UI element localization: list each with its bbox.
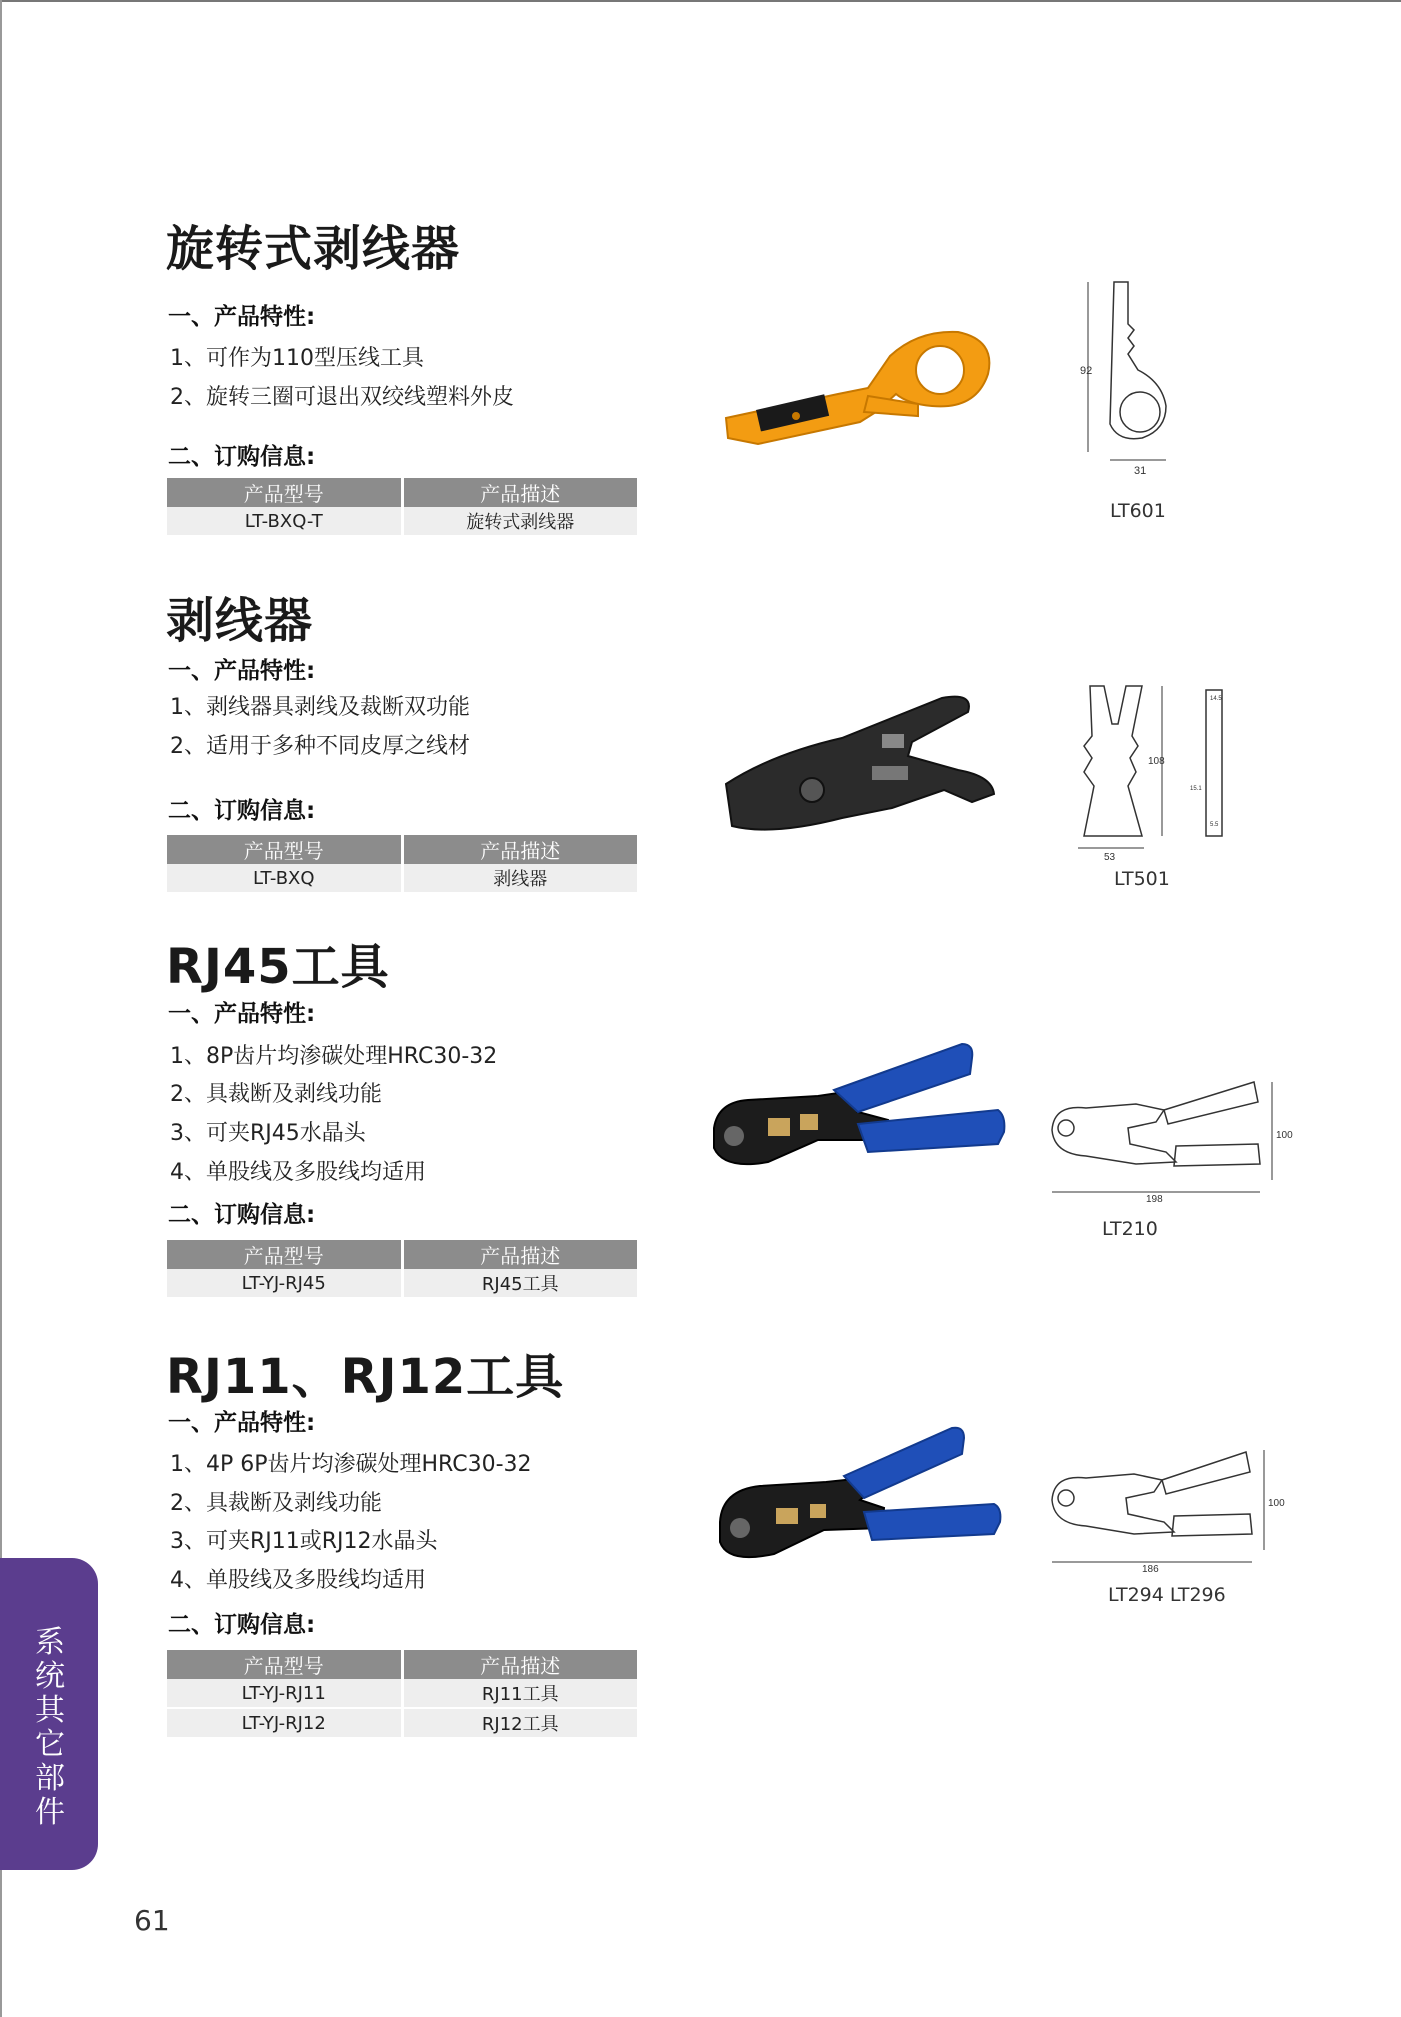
page-number: 61 — [134, 1904, 170, 1937]
feature-item: 1、剥线器具剥线及裁断双功能 — [170, 695, 470, 720]
order-table — [167, 835, 637, 894]
lt294-lt296-dimension-drawing — [1046, 1442, 1286, 1575]
order-heading: 二、订购信息: — [168, 798, 316, 824]
feature-item: 1、可作为110型压线工具 — [170, 346, 424, 371]
cell-description: 剥线器 — [402, 864, 637, 893]
header-description: 产品描述 — [402, 1240, 637, 1269]
model-caption: LT294 LT296 — [1108, 1584, 1226, 1606]
table-row — [167, 1269, 637, 1298]
cell-model: LT-YJ-RJ12 — [167, 1708, 402, 1738]
feature-item: 2、适用于多种不同皮厚之线材 — [170, 734, 470, 759]
order-heading: 二、订购信息: — [168, 1612, 316, 1638]
cell-model: LT-BXQ — [167, 864, 402, 893]
lt601-dimension-drawing — [1066, 274, 1186, 477]
dimension-label: 15.1 — [1190, 786, 1202, 792]
feature-item: 2、具裁断及剥线功能 — [170, 1082, 382, 1107]
model-caption: LT601 — [1110, 500, 1166, 522]
cable-stripper-photo — [712, 690, 1002, 840]
side-tab-label: 系统其它部件 — [35, 1625, 65, 1830]
dimension-label: 100 — [1268, 1498, 1285, 1509]
table-header-row — [167, 835, 637, 864]
dimension-label: 92 — [1080, 365, 1093, 377]
header-model: 产品型号 — [167, 478, 402, 507]
features-heading: 一、产品特性: — [168, 658, 316, 684]
section-title: 剥线器 — [166, 593, 314, 649]
lt501-dimension-drawing — [1070, 676, 1250, 862]
table-header-row — [167, 1240, 637, 1269]
features-heading: 一、产品特性: — [168, 304, 316, 330]
model-caption: LT210 — [1102, 1218, 1158, 1240]
section-title: RJ45工具 — [166, 939, 390, 995]
header-model: 产品型号 — [167, 835, 402, 864]
table-row — [167, 1708, 637, 1738]
feature-item: 3、可夹RJ11或RJ12水晶头 — [170, 1529, 438, 1554]
cell-model: LT-BXQ-T — [167, 507, 402, 536]
dimension-label: 31 — [1134, 465, 1147, 477]
cell-description: RJ12工具 — [402, 1708, 637, 1738]
order-table — [167, 1240, 637, 1299]
rj45-crimp-tool-photo — [708, 1040, 1008, 1192]
table-row — [167, 864, 637, 893]
cell-description: RJ11工具 — [402, 1679, 637, 1708]
header-description: 产品描述 — [402, 478, 637, 507]
model-caption: LT501 — [1114, 868, 1170, 890]
feature-item: 2、旋转三圈可退出双绞线塑料外皮 — [170, 385, 514, 410]
feature-item: 4、单股线及多股线均适用 — [170, 1160, 426, 1185]
top-border — [0, 0, 1401, 2]
table-header-row — [167, 478, 637, 507]
cell-description: 旋转式剥线器 — [402, 507, 637, 536]
section-title: RJ11、RJ12工具 — [166, 1349, 565, 1405]
feature-item: 3、可夹RJ45水晶头 — [170, 1121, 366, 1146]
cell-model: LT-YJ-RJ11 — [167, 1679, 402, 1708]
feature-item: 1、8P齿片均渗碳处理HRC30-32 — [170, 1044, 498, 1069]
table-row — [167, 507, 637, 536]
feature-item: 1、4P 6P齿片均渗碳处理HRC30-32 — [170, 1452, 532, 1477]
table-header-row — [167, 1650, 637, 1679]
features-heading: 一、产品特性: — [168, 1001, 316, 1027]
dimension-label: 186 — [1142, 1564, 1159, 1575]
dimension-label: 5.5 — [1210, 822, 1219, 828]
header-description: 产品描述 — [402, 1650, 637, 1679]
order-table — [167, 1650, 637, 1739]
header-description: 产品描述 — [402, 835, 637, 864]
feature-item: 4、单股线及多股线均适用 — [170, 1568, 426, 1593]
order-heading: 二、订购信息: — [168, 1202, 316, 1228]
cell-description: RJ45工具 — [402, 1269, 637, 1298]
rotary-stripper-photo — [718, 326, 998, 454]
header-model: 产品型号 — [167, 1650, 402, 1679]
features-heading: 一、产品特性: — [168, 1410, 316, 1436]
dimension-label: 53 — [1104, 852, 1116, 863]
feature-item: 2、具裁断及剥线功能 — [170, 1491, 382, 1516]
dimension-label: 14.5 — [1210, 696, 1222, 702]
dimension-label: 198 — [1146, 1194, 1163, 1205]
lt210-dimension-drawing — [1046, 1074, 1293, 1205]
dimension-label: 100 — [1276, 1130, 1293, 1141]
table-row — [167, 1679, 637, 1708]
section-title: 旋转式剥线器 — [166, 221, 461, 277]
order-table — [167, 478, 637, 537]
rj11-rj12-crimp-tool-photo — [714, 1424, 1004, 1574]
header-model: 产品型号 — [167, 1240, 402, 1269]
dimension-label: 108 — [1148, 756, 1165, 767]
cell-model: LT-YJ-RJ45 — [167, 1269, 402, 1298]
order-heading: 二、订购信息: — [168, 444, 316, 470]
